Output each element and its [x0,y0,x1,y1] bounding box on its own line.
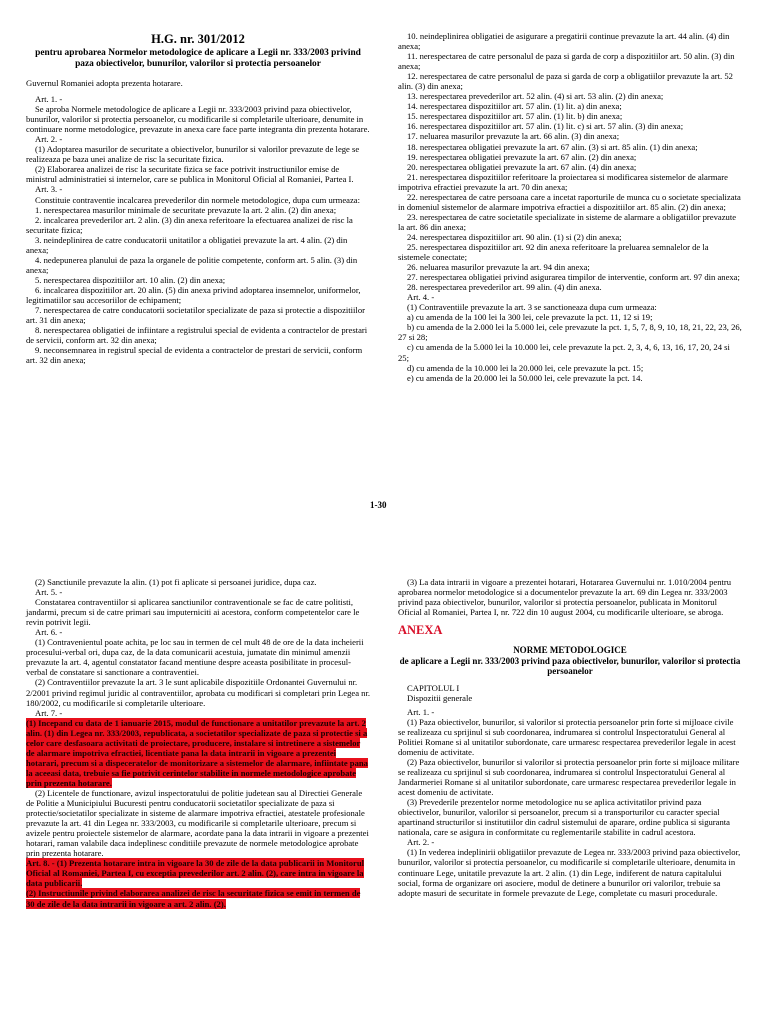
page2-left-column [26,577,370,909]
paragraph: Art. 5. - [35,587,63,598]
paragraph: Constatarea contraventiilor si aplicarea sanctiunilor contraventionale se fac de catre politisti, jandarmi, precum si de catre primari sau imputerniciti ai acestora, conform competentelor care le revin potrivit legii. [26,597,360,628]
paragraph: 26. neluarea masurilor prevazute la art. 94 din anexa; [407,262,590,273]
highlight-text: (1) Incepand cu data de 1 ianuarie 2015, modul de functionare a unitatilor prevazute la art. 2 alin. (1) din Legea nr. 333/2003, republicata, a societatilor specializate de paza si protectie si a celor care desfasoara activitati de proiectare, producere, instalare si intretinere a sistemelor de alarmare impotriva efractiei, licentiate pana la data intrarii in vigoare a prezentei hotarari, precum si a dispeceratelor de monitorizare a sistemelor de alarmare, infiintate pana la aceeasi data, trebuie sa fie potrivit cerintelor stabilite in normele metodologice aprobate prin prezenta hotarare. [26,717,368,788]
highlight-text: (2) Instructiunile privind elaborarea analizei de risc la securitate fizica se emit in termen de 30 de zile de la data intrarii in vigoare a art. 2 alin. (2). [26,888,361,909]
paragraph: e) cu amenda de la 20.000 lei la 50.000 lei, cele prevazute la pct. 14. [407,372,643,383]
paragraph: Art. 4. - [407,292,435,303]
paragraph: Constituie contraventie incalcarea prevederilor din normele metodologice, dupa cum urmeaza: [35,194,360,205]
paragraph: 18. nerespectarea obligatiei prevazute la art. 67 alin. (3) si art. 85 alin. (1) din anexa; [407,141,698,152]
document-title: H.G. nr. 301/2012 [151,32,245,46]
page-gap [0,516,768,568]
paragraph: Art. 7. - [35,707,63,718]
page1-right-column [398,31,742,383]
paragraph: (2) Licentele de functionare, avizul inspectoratului de politie judetean sau al Directiei Generale de Politie a Municipiului Bucuresti pentru conducatorii societatilor specializate de paza si protectie/societatilor specializate in sisteme de alarmare impotriva efractiei, atestatele profesionale prevazute la art. 41 din Legea nr. 333/2003, cu modificarile si completarile ulterioare, precum si avizele pentru proiectele sistemelor de alarmare, acordate pana la data intrarii in vigoare a prezentei hotarari, raman valabile daca indeplinesc conditiile prevazute de normele metodologice aprobate prin prezenta hotarare. [26,787,369,859]
paragraph: 13. nerespectarea prevederilor art. 52 alin. (4) si art. 53 alin. (2) din anexa; [407,91,664,102]
paragraph: 2. incalcarea prevederilor art. 2 alin. (3) din anexa referitoare la efectuarea analizei de risc la securitate fizica; [26,214,353,235]
paragraph: Art. 1. - [35,94,63,105]
paragraph: b) cu amenda de la 2.000 lei la 5.000 lei, cele prevazute la pct. 1, 5, 7, 8, 9, 10, 18, 21, 22, 23, 26, 27 si 28; [398,322,742,343]
paragraph: 27. nerespectarea obligatiei privind asigurarea timpilor de interventie, conform art. 97 din anexa; [407,272,740,283]
paragraph: (1) Paza obiectivelor, bunurilor, si valorilor si protectia persoanelor prin forte si mijloace civile se realizeaza cu sprijinul si sub coordonarea, indrumarea si controlul Inspectoratului General al Politiei Romane si al unitatilor subordonate, care urmaresc respectarea prevederilor legale in acest domeniu de activitate. [398,716,736,757]
paragraph: Art. 6. - [35,627,63,638]
paragraph: Art. 2. - [35,134,63,145]
paragraph: (3) La data intrarii in vigoare a prezentei hotarari, Hotararea Guvernului nr. 1.010/2004 pentru aprobarea normelor metodologice si a documentelor prevazute la art. 69 din Legea nr. 333/2003 privind paza obiectivelor, bunurilor, valorilor si protectia persoanelor, publicata in Monitorul Oficial al Romaniei, Partea I, nr. 722 din 10 august 2004, cu modificarile ulterioare, se abroga. [398,577,732,618]
paragraph: Art. 2. - [407,837,435,848]
paragraph: 6. incalcarea dispozitiilor art. 20 alin. (5) din anexa privind adoptarea insemnelor, uniformelor, legitimatiilor sau accesoriilor de echipament; [26,284,361,305]
paragraph: (2) Sanctiunile prevazute la alin. (1) pot fi aplicate si persoanei juridice, dupa caz. [35,577,317,587]
paragraph: 3. neindeplinirea de catre conducatorii unitatilor a obligatiei prevazute la art. 4 alin. (2) din anexa; [26,234,348,255]
paragraph: Se aproba Normele metodologice de aplicare a Legii nr. 333/2003 privind paza obiectivelor, bunurilor, valorilor si protectia persoanelor, cu modificarile si completarile ulterioare, denumite in continuare norme metodologice, prevazute in anexa care face parte integranta din prezenta hotarare. [26,104,370,135]
document-page-2 [0,568,768,1024]
paragraph: 12. nerespectarea de catre personalul de paza si garda de corp a obligatiilor prevazute la art. 52 alin. (3) din anexa; [398,71,733,92]
paragraph: (1) In vederea indeplinirii obligatiilor prevazute de Legea nr. 333/2003 privind paza obiectivelor, bunurilor, valorilor si protectia persoanelor, cu modificarile si completarile ulterioare, denumita in continuare Lege, unitatile prevazute la art. 2 alin. (1) din Lege, indiferent de natura capitalului social, forma de organizare ori asociere, modul de detinere a bunurilor ori valorilor, trebuie sa adopte masuri de securitate in formele prevazute de Lege, completate cu masuri procedurale. [398,847,741,898]
paragraph: (1) Contraventiile prevazute la art. 3 se sanctioneaza dupa cum urmeaza: [407,302,657,313]
chapter-name: Dispozitii generale [407,692,473,703]
paragraph: Guvernul Romaniei adopta prezenta hotarare. [26,78,183,88]
highlighted-paragraph [26,858,370,888]
page1-left-column [26,32,370,365]
norme-title: NORME METODOLOGICE [513,645,627,656]
paragraph: 17. neluarea masurilor prevazute la art. 66 alin. (3) din anexa; [407,131,620,142]
page-number: 1-30 [370,500,387,510]
paragraph: 22. nerespectarea de catre persoana care a incetat raporturile de munca cu o societate specializata in domeniul sistemelor de alarmare impotriva efractiei a dispozitiilor art. 85 alin. (2) din anexa; [398,191,741,212]
paragraph: 1. nerespectarea masurilor minimale de securitate prevazute la art. 2 alin. (2) din anexa; [35,204,337,215]
paragraph: d) cu amenda de la 10.000 lei la 20.000 lei, cele prevazute la pct. 15; [407,362,644,373]
paragraph: a) cu amenda de la 100 lei la 300 lei, cele prevazute la pct. 11, 12 si 19; [407,312,653,323]
paragraph: 25. nerespectarea dispozitiilor art. 92 din anexa referitoare la preluarea semnalelor de la sistemele conectate; [398,241,709,263]
norme-subtitle: de aplicare a Legii nr. 333/2003 privind paza obiectivelor, bunurilor, valorilor si protectia persoanelor [399,655,741,677]
chapter-heading: CAPITOLUL I [407,682,460,693]
paragraph: 4. nedepunerea planului de paza la organele de politie competente, conform art. 5 alin. (3) din anexa; [26,254,358,275]
paragraph: 11. nerespectarea de catre personalul de paza si garda de corp a dispozitiilor art. 50 alin. (3) din anexa; [398,51,735,72]
paragraph: Art. 1. - [407,706,435,717]
paragraph: (3) Prevederile prezentelor norme metodologice nu se aplica activitatilor privind paza obiectivelor, bunurilor, valorilor si persoanelor, precum si a transporturilor cu caracter special apartinand structurilor si institutiilor din cadrul sistemului de aparare, ordine publica si siguranta nationala, care se asigura in conformitate cu reglementarile stabilite in cadrul acestora. [398,797,730,838]
highlighted-paragraph [26,718,370,788]
highlighted-paragraph [26,888,370,908]
highlight-text: Art. 8. - (1) Prezenta hotarare intra in vigoare la 30 de zile de la data publicarii in Monitorul Oficial al Romaniei, Partea I, cu exceptia prevederilor art. 2 alin. (2), care intra in vigoare la data publicarii. [26,858,364,889]
paragraph: (2) Contraventiilor prevazute la art. 3 le sunt aplicabile dispozitiile Ordonantei Guvernului nr. 2/2001 privind regimul juridic al contraventiilor, aprobata cu modificari si completari prin Legea nr. 180/2002, cu modificarile si completarile ulterioare. [26,677,371,708]
paragraph: 19. nerespectarea obligatiei prevazute la art. 67 alin. (2) din anexa; [407,151,637,162]
paragraph: 9. neconsemnarea in registrul special de evidenta a contractelor de prestari de servicii, conform art. 32 din anexa; [26,345,363,366]
paragraph: 7. nerespectarea de catre conducatorii societatilor specializate de paza si protectie a dispozitiilor art. 31 din anexa; [26,305,365,326]
paragraph: 21. nerespectarea dispozitiilor referitoare la proiectarea si modificarea sistemelor de alarmare impotriva efractiei prevazute la art. 70 din anexa; [398,171,728,192]
paragraph: Art. 3. - [35,184,63,195]
paragraph: 23. nerespectarea de catre societatile specializate in sisteme de alarmare a obligatiilor prevazute la art. 86 din anexa; [398,211,737,232]
paragraph: 10. neindeplinirea obligatiei de asigurare a pregatirii continue prevazute la art. 44 alin. (4) din anexa; [398,31,730,52]
paragraph: 24. nerespectarea dispozitiilor art. 90 alin. (1) si (2) din anexa; [407,231,622,242]
paragraph: 5. nerespectarea dispozitiilor art. 10 alin. (2) din anexa; [35,274,226,285]
paragraph: 20. nerespectarea obligatiei prevazute la art. 67 alin. (4) din anexa; [407,161,637,172]
paragraph: 8. nerespectarea obligatiei de infiintare a registrului special de evidenta a contractelor de prestari de servicii, conform art. 32 din anexa; [26,325,368,346]
paragraph: (2) Elaborarea analizei de risc la securitate fizica se face potrivit instructiunilor emise de ministrul administratiei si internelor, care se publica in Monitorul Oficial al Romaniei, Partea I. [26,164,354,185]
paragraph: (1) Adoptarea masurilor de securitate a obiectivelor, bunurilor si valorilor prevazute de lege se realizeaza pe baza unei analize de risc la securitate fizica. [26,144,360,165]
paragraph: 15. nerespectarea dispozitiilor art. 57 alin. (1) lit. b) din anexa; [407,111,623,122]
paragraph: 28. nerespectarea prevederilor art. 99 alin. (4) din anexa. [407,282,602,293]
paragraph: (2) Paza obiectivelor, bunurilor si valorilor si protectia persoanelor prin forte si mijloace militare se realizeaza cu sprijinul si sub coordonarea, indrumarea si controlul Inspectoratului General al Jandarmeriei Romane si al unitatilor subordonate, care urmaresc respectarea prevederilor legale in acest domeniu de activitate. [398,757,740,798]
document-subtitle: pentru aprobarea Normelor metodologice de aplicare a Legii nr. 333/2003 privind paza obiectivelor, bunurilor, valorilor si protectia persoanelor [35,48,361,69]
paragraph: 16. nerespectarea dispozitiilor art. 57 alin. (1) lit. c) si art. 57 alin. (3) din anexa; [407,121,684,132]
paragraph: 14. nerespectarea dispozitiilor art. 57 alin. (1) lit. a) din anexa; [407,101,622,112]
anexa-heading: ANEXA [398,623,443,638]
paragraph: c) cu amenda de la 5.000 lei la 10.000 lei, cele prevazute la pct. 2, 3, 4, 6, 13, 16, 17, 20, 24 si 25; [398,342,730,363]
page2-right-column [398,577,742,898]
paragraph: (1) Contravenientul poate achita, pe loc sau in termen de cel mult 48 de ore de la data incheierii procesului-verbal ori, dupa caz, de la data comunicarii acestuia, jumatate din minimul amenzii prevazute la art. 4, agentul constatator facand mentiune despre aceasta posibilitate in procesul-verbal de constatare si sanctionare a contraventiei. [26,637,364,678]
